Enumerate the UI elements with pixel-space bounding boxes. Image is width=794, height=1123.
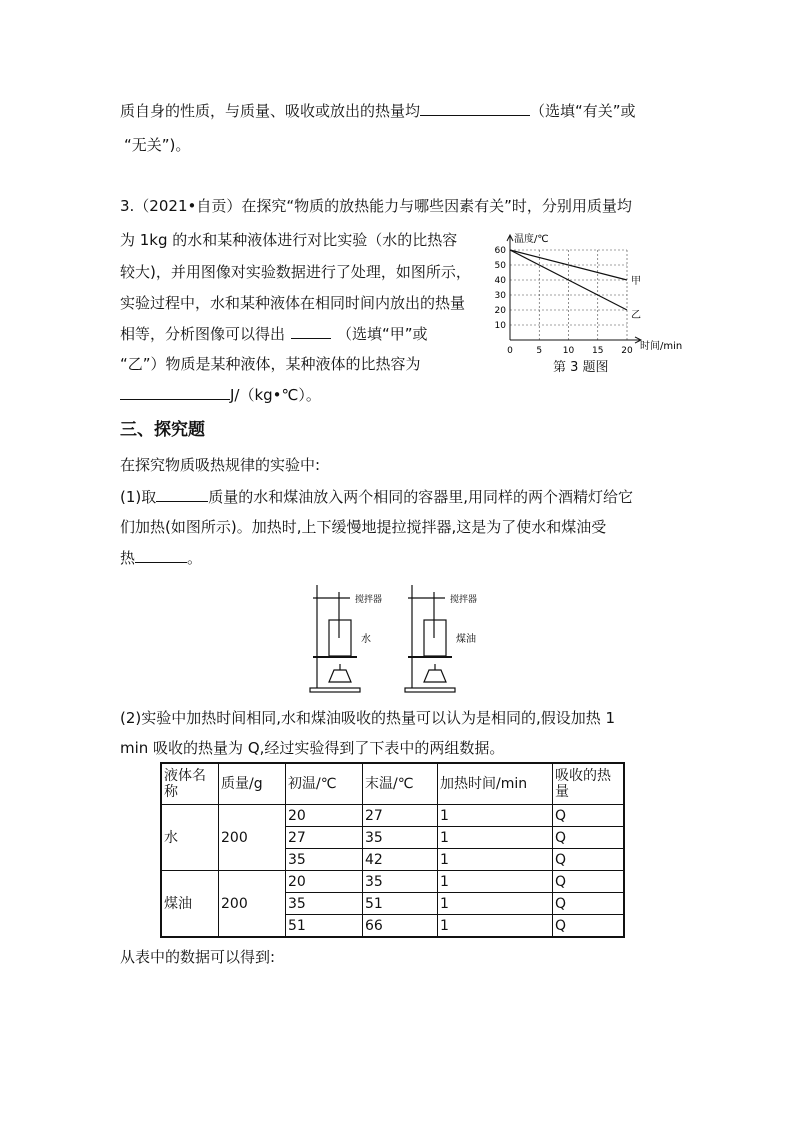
q3-line7-text: J/（kg•℃）。 [230,386,321,404]
y-tick-label: 50 [494,261,506,271]
table-cell: Q [553,915,625,938]
x-tick-label: 15 [592,346,604,356]
p1-line-3 [120,548,202,568]
q3-line-4: 实验过程中，水和某种液体在相同时间内放出的热量 [120,294,466,312]
p2-line-2: min 吸收的热量为 Q,经过实验得到了下表中的两组数据。 [120,739,505,757]
q3-line-5 [120,324,428,344]
table-cell: 1 [438,893,553,915]
table-row [161,871,624,893]
table-cell: 66 [363,915,438,938]
header-cell: 初温/℃ [286,763,363,805]
table-row [161,805,624,827]
intro-text-b: （选填“有关”或 [530,102,636,120]
table-cell: 51 [286,915,363,938]
table-cell: 1 [438,849,553,871]
q3-line-7 [120,385,321,405]
table-cell: 35 [363,871,438,893]
left-base [310,688,360,692]
left-stirrer-label: 搅拌器 [355,595,383,605]
right-lamp [424,670,446,682]
section-heading: 三、探究题 [120,420,205,440]
graph-grid [510,250,627,340]
x-tick-label: 20 [621,346,633,356]
x-tick-label: 5 [536,346,543,356]
series-label-1: 甲 [631,276,641,287]
x-tick-label: 10 [562,346,575,356]
series-label-2: 乙 [631,310,641,321]
table-header-row [161,763,624,805]
q3-line5-text-a: 相等，分析图像可以得出 [120,325,286,343]
p1-text-a: (1)取 [120,488,157,506]
x-tick-label: 0 [507,346,513,356]
p2-line-1: (2)实验中加热时间相同,水和煤油吸收的热量可以认为是相同的,假设加热 1 [120,709,616,727]
figure-caption: 第 3 题图 [553,360,609,375]
table-cell: 35 [363,827,438,849]
left-apparatus [310,585,360,692]
right-beaker [424,620,446,656]
section-intro: 在探究物质吸热规律的实验中: [120,456,321,474]
left-lamp [329,670,351,682]
header-cell: 液体名称 [161,763,219,805]
p1-line-2: 们加热(如图所示)。加热时,上下缓慢地提拉搅拌器,这是为了使水和煤油受 [120,518,607,536]
table-cell: Q [553,805,625,827]
p1-line-1 [120,487,633,507]
q3-line-2: 为 1kg 的水和某种液体进行对比实验（水的比热容 [120,231,458,249]
header-cell: 加热时间/min [438,763,553,805]
y-tick-label: 40 [494,276,506,286]
right-liquid-label: 煤油 [456,634,476,645]
conclusion-line: 从表中的数据可以得到: [120,948,276,966]
table-cell: Q [553,849,625,871]
left-liquid-label: 水 [361,634,371,645]
x-axis-label: 时间/min [640,341,683,352]
table-cell: 20 [286,805,363,827]
header-cell: 质量/g [219,763,286,805]
table-cell: Q [553,871,625,893]
answer-blank-5[interactable] [135,548,187,563]
header-cell: 末温/℃ [363,763,438,805]
p1-line3-text-b: 。 [187,549,203,567]
q3-line5-text-b: （选填“甲”或 [337,325,428,343]
answer-blank-4[interactable] [156,487,208,502]
table-cell: Q [553,827,625,849]
y-tick-label: 10 [494,321,506,331]
table-cell: 27 [363,805,438,827]
table-cell: 27 [286,827,363,849]
y-tick-label: 20 [494,306,506,316]
answer-blank-1[interactable] [420,101,530,116]
table-cell: 35 [286,893,363,915]
table-cell: 1 [438,871,553,893]
q3-line-6: “乙”）物质是某种液体，某种液体的比热容为 [120,355,421,373]
table-cell: 1 [438,827,553,849]
intro-text-a: 质自身的性质，与质量、吸收或放出的热量均 [120,102,421,120]
temperature-time-graph [480,228,690,378]
y-axis-label: 温度/℃ [514,234,549,245]
q3-line-1: 3.（2021•自贡）在探究“物质的放热能力与哪些因素有关”时，分别用质量均 [120,197,632,215]
data-table [160,762,625,938]
answer-blank-3[interactable] [120,385,230,400]
right-stirrer-label: 搅拌器 [450,595,478,605]
intro-line-1 [120,101,636,121]
table-cell: 35 [286,849,363,871]
mass-cell: 200 [219,805,286,871]
header-cell: 吸收的热量 [553,763,625,805]
table-cell: 42 [363,849,438,871]
p1-line3-text-a: 热 [120,549,136,567]
answer-blank-2[interactable] [291,324,331,339]
left-beaker [329,620,351,656]
liquid-cell: 水 [161,805,219,871]
table-cell: 1 [438,805,553,827]
intro-line-2: “无关”)。 [124,136,191,154]
mass-cell: 200 [219,871,286,938]
heating-apparatus-figure [305,580,495,695]
table-cell: 51 [363,893,438,915]
y-tick-label: 30 [494,291,506,301]
p1-text-b: 质量的水和煤油放入两个相同的容器里,用同样的两个酒精灯给它 [208,488,634,506]
liquid-cell: 煤油 [161,871,219,938]
right-base [405,688,455,692]
right-apparatus [405,585,455,692]
y-tick-label: 60 [494,246,506,256]
table-cell: 1 [438,915,553,938]
table-cell: 20 [286,871,363,893]
graph-series [510,250,641,321]
table-cell: Q [553,893,625,915]
q3-line-3: 较大)，并用图像对实验数据进行了处理，如图所示， [120,263,471,281]
